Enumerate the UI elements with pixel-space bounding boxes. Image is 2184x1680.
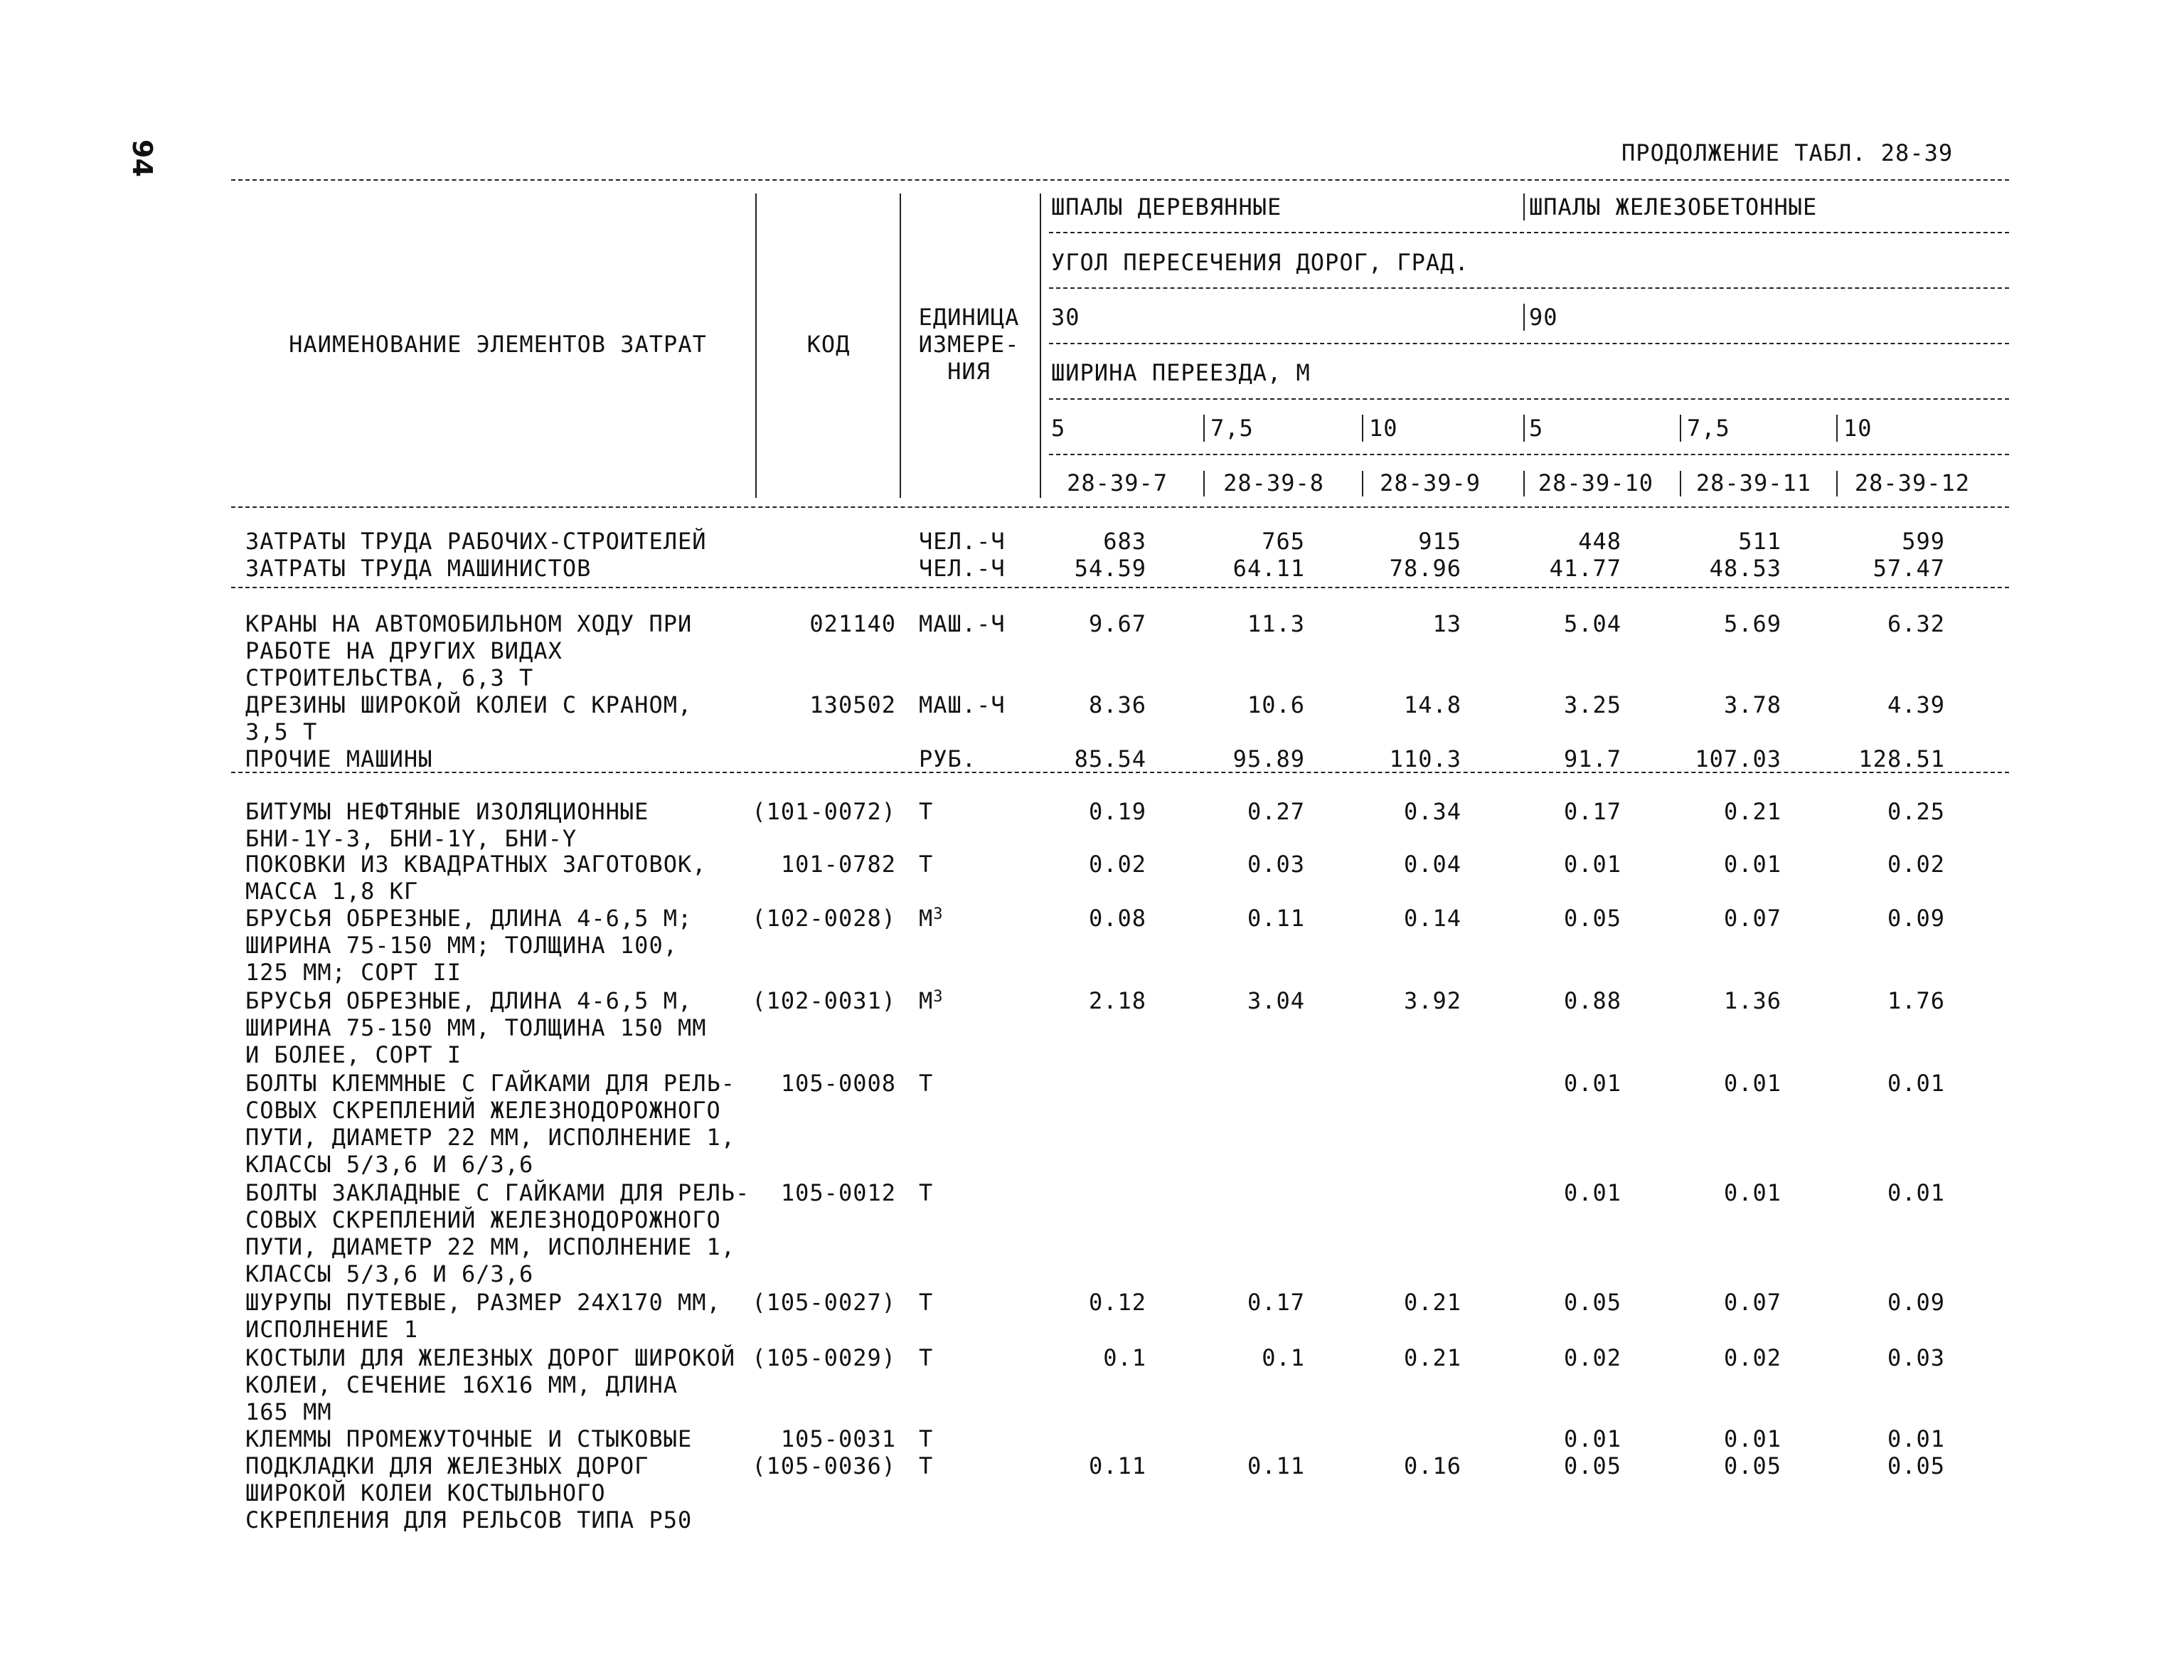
row-name-line: КОСТЫЛИ ДЛЯ ЖЕЛЕЗНЫХ ДОРОГ ШИРОКОЙ: [245, 1344, 736, 1371]
row-unit: Т: [919, 1289, 934, 1316]
row-value: 95.89: [1232, 745, 1305, 772]
header-width-sep-4: [1523, 415, 1525, 442]
row-unit: ЧЕЛ.-Ч: [919, 555, 1006, 582]
row-value: 0.17: [1247, 1289, 1305, 1316]
row-value: 128.51: [1858, 745, 1945, 772]
header-width-2: 7,5: [1210, 415, 1254, 442]
row-name-line: 3,5 Т: [245, 718, 318, 745]
row-value: 0.1: [1262, 1344, 1305, 1371]
row-value: 14.8: [1403, 691, 1461, 718]
row-name-line: 165 ММ: [245, 1398, 332, 1425]
row-value: 4.39: [1887, 691, 1945, 718]
header-sleepers-wood: ШПАЛЫ ДЕРЕВЯННЫЕ: [1051, 193, 1282, 220]
row-value: 85.54: [1074, 745, 1146, 772]
row-unit: Т: [919, 1179, 934, 1206]
header-width-sep-6: [1836, 415, 1838, 442]
row-value: 0.19: [1088, 798, 1146, 825]
row-name-line: БОЛТЫ ЗАКЛАДНЫЕ С ГАЙКАМИ ДЛЯ РЕЛЬ-: [245, 1179, 750, 1206]
table-continuation-title: ПРОДОЛЖЕНИЕ ТАБЛ. 28-39: [1621, 139, 1954, 166]
section-divider: [231, 587, 2009, 588]
row-unit: $М^3$: [919, 987, 944, 1014]
row-value: 0.09: [1887, 1289, 1945, 1316]
header-width-1: 5: [1051, 415, 1066, 442]
row-unit: Т: [919, 1425, 934, 1452]
header-code-6: 28-39-12: [1854, 469, 1970, 496]
header-width-sep-3: [1362, 415, 1363, 442]
row-value: 64.11: [1232, 555, 1305, 582]
row-name-line: БОЛТЫ КЛЕММНЫЕ С ГАЙКАМИ ДЛЯ РЕЛЬ-: [245, 1070, 736, 1097]
row-name-line: ПОКОВКИ ИЗ КВАДРАТНЫХ ЗАГОТОВОК,: [245, 851, 707, 878]
row-name-line: КЛАССЫ 5/3,6 И 6/3,6: [245, 1260, 534, 1287]
row-value: 5.04: [1563, 610, 1621, 637]
row-value: 765: [1262, 528, 1305, 555]
row-value: 915: [1418, 528, 1461, 555]
row-value: 0.21: [1403, 1289, 1461, 1316]
row-code: 021140: [809, 610, 896, 637]
row-value: 0.03: [1247, 851, 1305, 878]
row-code: (101-0072): [752, 798, 896, 825]
header-width: ШИРИНА ПЕРЕЕЗДА, М: [1051, 359, 1311, 386]
row-value: 3.78: [1723, 691, 1781, 718]
row-value: 3.04: [1247, 987, 1305, 1014]
row-value: 0.05: [1563, 1452, 1621, 1479]
row-unit: МАШ.-Ч: [919, 610, 1006, 637]
header-sleepers-concrete: ШПАЛЫ ЖЕЛЕЗОБЕТОННЫЕ: [1529, 193, 1818, 220]
row-name-line: СТРОИТЕЛЬСТВА, 6,3 Т: [245, 664, 534, 691]
row-value: 0.01: [1723, 1179, 1781, 1206]
row-name-line: ПРОЧИЕ МАШИНЫ: [245, 745, 433, 772]
header-code-sep-4: [1523, 471, 1525, 496]
row-name-line: СОВЫХ СКРЕПЛЕНИЙ ЖЕЛЕЗНОДОРОЖНОГО: [245, 1097, 721, 1124]
row-name-line: ШИРИНА 75-150 ММ, ТОЛЩИНА 150 ММ: [245, 1014, 707, 1041]
row-value: 5.69: [1723, 610, 1781, 637]
row-name-line: КОЛЕИ, СЕЧЕНИЕ 16Х16 ММ, ДЛИНА: [245, 1371, 678, 1398]
header-code-2: 28-39-8: [1223, 469, 1324, 496]
row-value: 0.17: [1563, 798, 1621, 825]
row-name-line: БРУСЬЯ ОБРЕЗНЫЕ, ДЛИНА 4-6,5 М;: [245, 905, 693, 932]
row-value: 91.7: [1563, 745, 1621, 772]
header-divider-1: [1049, 232, 2009, 233]
page-number: 94: [127, 139, 158, 177]
row-value: 13: [1432, 610, 1461, 637]
row-name-line: КРАНЫ НА АВТОМОБИЛЬНОМ ХОДУ ПРИ: [245, 610, 693, 637]
column-header-unit-line1: ЕДИНИЦА: [918, 304, 1020, 331]
row-name-line: ПУТИ, ДИАМЕТР 22 ММ, ИСПОЛНЕНИЕ 1,: [245, 1233, 736, 1260]
header-code-sep-5: [1680, 471, 1681, 496]
row-name-line: БИТУМЫ НЕФТЯНЫЕ ИЗОЛЯЦИОННЫЕ: [245, 798, 649, 825]
row-name-line: ШИРОКОЙ КОЛЕИ КОСТЫЛЬНОГО: [245, 1479, 606, 1506]
row-name-line: И БОЛЕЕ, СОРТ I: [245, 1041, 462, 1068]
row-unit: Т: [919, 1452, 934, 1479]
row-value: 9.67: [1088, 610, 1146, 637]
row-name-line: СКРЕПЛЕНИЯ ДЛЯ РЕЛЬСОВ ТИПА Р50: [245, 1506, 693, 1533]
divider-header-bottom: [231, 506, 2009, 508]
row-unit: ЧЕЛ.-Ч: [919, 528, 1006, 555]
header-angle-90: 90: [1529, 304, 1558, 331]
row-value: 11.3: [1247, 610, 1305, 637]
row-value: 107.03: [1695, 745, 1781, 772]
row-value: 0.01: [1563, 1425, 1621, 1452]
header-width-sep-2: [1203, 415, 1205, 442]
row-name-line: ЗАТРАТЫ ТРУДА МАШИНИСТОВ: [245, 555, 592, 582]
row-value: 448: [1578, 528, 1621, 555]
row-name-line: БНИ-1Y-3, БНИ-1Y, БНИ-Y: [245, 825, 577, 852]
row-name-line: КЛАССЫ 5/3,6 И 6/3,6: [245, 1151, 534, 1178]
header-code-3: 28-39-9: [1380, 469, 1481, 496]
row-name-line: ИСПОЛНЕНИЕ 1: [245, 1316, 419, 1343]
row-code: (105-0036): [752, 1452, 896, 1479]
row-value: 48.53: [1709, 555, 1781, 582]
row-name-line: РАБОТЕ НА ДРУГИХ ВИДАХ: [245, 637, 563, 664]
row-value: 511: [1738, 528, 1781, 555]
row-code: (102-0031): [752, 987, 896, 1014]
row-value: 3.92: [1403, 987, 1461, 1014]
row-value: 683: [1103, 528, 1146, 555]
header-code-4: 28-39-10: [1538, 469, 1653, 496]
row-value: 0.34: [1403, 798, 1461, 825]
row-value: 0.01: [1723, 851, 1781, 878]
row-value: 3.25: [1563, 691, 1621, 718]
row-value: 0.02: [1887, 851, 1945, 878]
row-value: 2.18: [1088, 987, 1146, 1014]
row-value: 0.01: [1887, 1179, 1945, 1206]
row-value: 57.47: [1873, 555, 1945, 582]
row-value: 0.04: [1403, 851, 1461, 878]
row-value: 0.16: [1403, 1452, 1461, 1479]
header-separator-sleepers: [1523, 193, 1525, 220]
row-value: 0.21: [1723, 798, 1781, 825]
row-value: 8.36: [1088, 691, 1146, 718]
row-value: 0.05: [1723, 1452, 1781, 1479]
row-unit: Т: [919, 851, 934, 878]
row-value: 0.21: [1403, 1344, 1461, 1371]
row-value: 599: [1902, 528, 1945, 555]
header-width-4: 5: [1529, 415, 1544, 442]
row-value: 0.01: [1723, 1070, 1781, 1097]
row-name-line: ПОДКЛАДКИ ДЛЯ ЖЕЛЕЗНЫХ ДОРОГ: [245, 1452, 649, 1479]
header-width-6: 10: [1843, 415, 1873, 442]
row-unit: Т: [919, 798, 934, 825]
row-name-line: ЗАТРАТЫ ТРУДА РАБОЧИХ-СТРОИТЕЛЕЙ: [245, 528, 707, 555]
row-value: 10.6: [1247, 691, 1305, 718]
row-name-line: КЛЕММЫ ПРОМЕЖУТОЧНЫЕ И СТЫКОВЫЕ: [245, 1425, 693, 1452]
row-name-line: ШИРИНА 75-150 ММ; ТОЛЩИНА 100,: [245, 932, 678, 959]
row-value: 0.01: [1563, 851, 1621, 878]
row-value: 0.05: [1563, 905, 1621, 932]
row-value: 0.02: [1723, 1344, 1781, 1371]
row-value: 0.14: [1403, 905, 1461, 932]
row-value: 0.11: [1247, 1452, 1305, 1479]
row-value: 78.96: [1389, 555, 1461, 582]
column-header-code: КОД: [806, 331, 851, 358]
row-value: 0.01: [1563, 1179, 1621, 1206]
row-unit: Т: [919, 1070, 934, 1097]
row-name-line: ДРЕЗИНЫ ШИРОКОЙ КОЛЕИ С КРАНОМ,: [245, 691, 693, 718]
row-name-line: МАССА 1,8 КГ: [245, 878, 419, 905]
row-value: 0.88: [1563, 987, 1621, 1014]
header-code-5: 28-39-11: [1695, 469, 1811, 496]
row-value: 41.77: [1549, 555, 1621, 582]
column-header-unit-line2: ИЗМЕРЕ-: [918, 331, 1020, 358]
row-code: (102-0028): [752, 905, 896, 932]
header-divider-5: [1049, 454, 2009, 455]
row-value: 0.03: [1887, 1344, 1945, 1371]
header-separator-code: [755, 193, 757, 498]
row-value: 0.02: [1563, 1344, 1621, 1371]
row-value: 0.12: [1088, 1289, 1146, 1316]
row-name-line: 125 ММ; СОРТ II: [245, 959, 462, 986]
column-header-name: НАИМЕНОВАНИЕ ЭЛЕМЕНТОВ ЗАТРАТ: [289, 331, 707, 358]
row-code: 101-0782: [780, 851, 896, 878]
row-value: 0.09: [1887, 905, 1945, 932]
row-value: 0.07: [1723, 1289, 1781, 1316]
row-value: 0.05: [1563, 1289, 1621, 1316]
header-separator-angle: [1523, 304, 1525, 331]
row-unit: $М^3$: [919, 905, 944, 932]
row-value: 0.25: [1887, 798, 1945, 825]
header-width-sep-5: [1680, 415, 1681, 442]
row-name-line: ШУРУПЫ ПУТЕВЫЕ, РАЗМЕР 24Х170 ММ,: [245, 1289, 721, 1316]
header-code-1: 28-39-7: [1067, 469, 1168, 496]
row-value: 0.01: [1723, 1425, 1781, 1452]
row-value: 110.3: [1389, 745, 1461, 772]
header-divider-2: [1049, 287, 2009, 289]
row-unit: РУБ.: [919, 745, 977, 772]
row-value: 0.01: [1563, 1070, 1621, 1097]
row-value: 1.36: [1723, 987, 1781, 1014]
row-value: 0.11: [1088, 1452, 1146, 1479]
row-code: 105-0031: [780, 1425, 896, 1452]
row-value: 0.05: [1887, 1452, 1945, 1479]
row-code: (105-0027): [752, 1289, 896, 1316]
row-code: 105-0012: [780, 1179, 896, 1206]
header-code-sep-6: [1836, 471, 1838, 496]
row-code: 105-0008: [780, 1070, 896, 1097]
row-unit: Т: [919, 1344, 934, 1371]
row-value: 6.32: [1887, 610, 1945, 637]
row-unit: МАШ.-Ч: [919, 691, 1006, 718]
row-name-line: ПУТИ, ДИАМЕТР 22 ММ, ИСПОЛНЕНИЕ 1,: [245, 1124, 736, 1151]
row-value: 54.59: [1074, 555, 1146, 582]
header-angle: УГОЛ ПЕРЕСЕЧЕНИЯ ДОРОГ, ГРАД.: [1051, 249, 1469, 276]
row-value: 0.1: [1103, 1344, 1146, 1371]
row-name-line: СОВЫХ СКРЕПЛЕНИЙ ЖЕЛЕЗНОДОРОЖНОГО: [245, 1206, 721, 1233]
row-value: 0.01: [1887, 1425, 1945, 1452]
row-name-line: БРУСЬЯ ОБРЕЗНЫЕ, ДЛИНА 4-6,5 М,: [245, 987, 693, 1014]
row-code: (105-0029): [752, 1344, 896, 1371]
row-value: 0.27: [1247, 798, 1305, 825]
header-width-3: 10: [1369, 415, 1398, 442]
row-value: 1.76: [1887, 987, 1945, 1014]
header-angle-30: 30: [1051, 304, 1080, 331]
row-value: 0.01: [1887, 1070, 1945, 1097]
row-value: 0.07: [1723, 905, 1781, 932]
header-divider-4: [1049, 398, 2009, 400]
header-divider-3: [1049, 343, 2009, 344]
header-width-5: 7,5: [1687, 415, 1730, 442]
divider-top: [231, 179, 2009, 181]
row-value: 0.02: [1088, 851, 1146, 878]
row-code: 130502: [809, 691, 896, 718]
row-value: 0.08: [1088, 905, 1146, 932]
column-header-unit-line3: НИЯ: [947, 358, 991, 385]
row-value: 0.11: [1247, 905, 1305, 932]
